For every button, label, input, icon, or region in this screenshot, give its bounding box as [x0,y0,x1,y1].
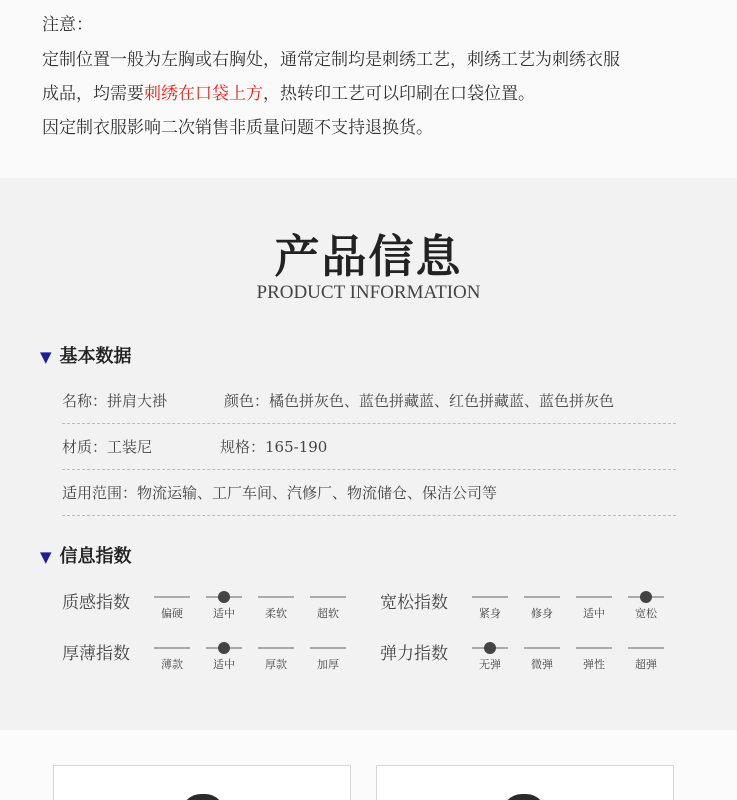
scale-segment [524,588,560,620]
elasticity-index-label: 弹力指数 [380,644,448,664]
scale-option-label: 偏硬 [161,607,183,620]
scale-bar [258,596,294,598]
scale-segment [154,639,190,671]
data-row-name-color [62,378,676,424]
basic-data-heading [40,342,132,368]
scale-option-label: 超软 [317,607,339,620]
product-size: 规格：165-190 [220,438,328,456]
triangle-down-icon: ▼ [40,348,52,366]
scale-segment [258,639,294,671]
selected-dot-icon [218,591,230,603]
selected-dot-icon [218,642,230,654]
model-head-image [502,794,546,800]
scale-segment [472,639,508,671]
scale-option-label: 超弹 [635,658,657,671]
scale-option-label: 宽松 [635,607,657,620]
scale-bar [154,647,190,649]
scale-bar [576,647,612,649]
scale-option-label: 紧身 [479,607,501,620]
scale-option-label: 无弹 [479,658,501,671]
scale-segment [310,588,346,620]
notice-line-2 [42,79,535,104]
basic-data-heading-label: 基本数据 [59,346,132,367]
scale-bar [310,647,346,649]
product-info-subtitle: PRODUCT INFORMATION [256,282,481,303]
notice-line-1: 定制位置一般为左胸或右胸处，通常定制均是刺绣工艺，刺绣工艺为刺绣衣服 [42,50,620,70]
product-material: 材质：工装尼 [62,438,153,456]
notice-highlight: 刺绣在口袋上方 [144,84,263,104]
scale-segment [206,639,242,671]
scale-bar [524,647,560,649]
product-colors: 颜色：橘色拼灰色、蓝色拼藏蓝、红色拼藏蓝、蓝色拼灰色 [224,392,615,410]
model-head-image [181,794,225,800]
scale-segment [628,639,664,671]
index-heading [40,542,132,568]
scale-option-label: 弹性 [583,658,605,671]
scale-option-label: 微弹 [531,658,553,671]
product-photos-section [0,730,737,800]
scale-option-label: 适中 [213,658,235,671]
scale-segment [258,588,294,620]
scale-option-label: 适中 [583,607,605,620]
looseness-index-scale [472,588,672,618]
notice-section [0,0,737,178]
scale-segment [154,588,190,620]
texture-index-scale [154,588,354,618]
texture-index-label: 质感指数 [62,593,130,613]
scale-option-label: 薄款 [161,658,183,671]
product-info-section [0,178,737,730]
selected-dot-icon [484,642,496,654]
thickness-index-label: 厚薄指数 [62,644,130,664]
looseness-index-label: 宽松指数 [380,593,448,613]
scale-bar [576,596,612,598]
scale-bar [154,596,190,598]
scale-segment [472,588,508,620]
notice-line-2-start: 成品，均需要 [42,84,144,104]
scale-segment [524,639,560,671]
scale-segment [206,588,242,620]
data-row-material-size [62,424,676,470]
scale-option-label: 适中 [213,607,235,620]
scale-option-label: 加厚 [317,658,339,671]
scale-bar [310,596,346,598]
scale-option-label: 厚款 [265,658,287,671]
scale-segment [628,588,664,620]
scale-bar [258,647,294,649]
notice-line-2-end: ，热转印工艺可以印刷在口袋位置。 [263,84,535,104]
scale-bar [628,647,664,649]
scale-option-label: 修身 [531,607,553,620]
scale-option-label: 柔软 [265,607,287,620]
product-usage: 适用范围：物流运输、工厂车间、汽修厂、物流储仓、保洁公司等 [62,484,498,502]
data-row-usage [62,470,676,516]
product-photo-right [376,765,674,800]
notice-title: 注意： [42,15,93,35]
selected-dot-icon [640,591,652,603]
triangle-down-icon: ▼ [40,548,52,566]
thickness-index-scale [154,639,354,669]
scale-bar [524,596,560,598]
scale-bar [472,596,508,598]
scale-segment [576,588,612,620]
scale-segment [576,639,612,671]
product-photo-left [53,765,351,800]
notice-line-3: 因定制衣服影响二次销售非质量问题不支持退换货。 [42,118,433,138]
elasticity-index-scale [472,639,672,669]
product-info-title: 产品信息 [274,230,463,283]
index-heading-label: 信息指数 [59,546,132,567]
scale-segment [310,639,346,671]
product-name: 名称：拼肩大褂 [62,392,168,410]
